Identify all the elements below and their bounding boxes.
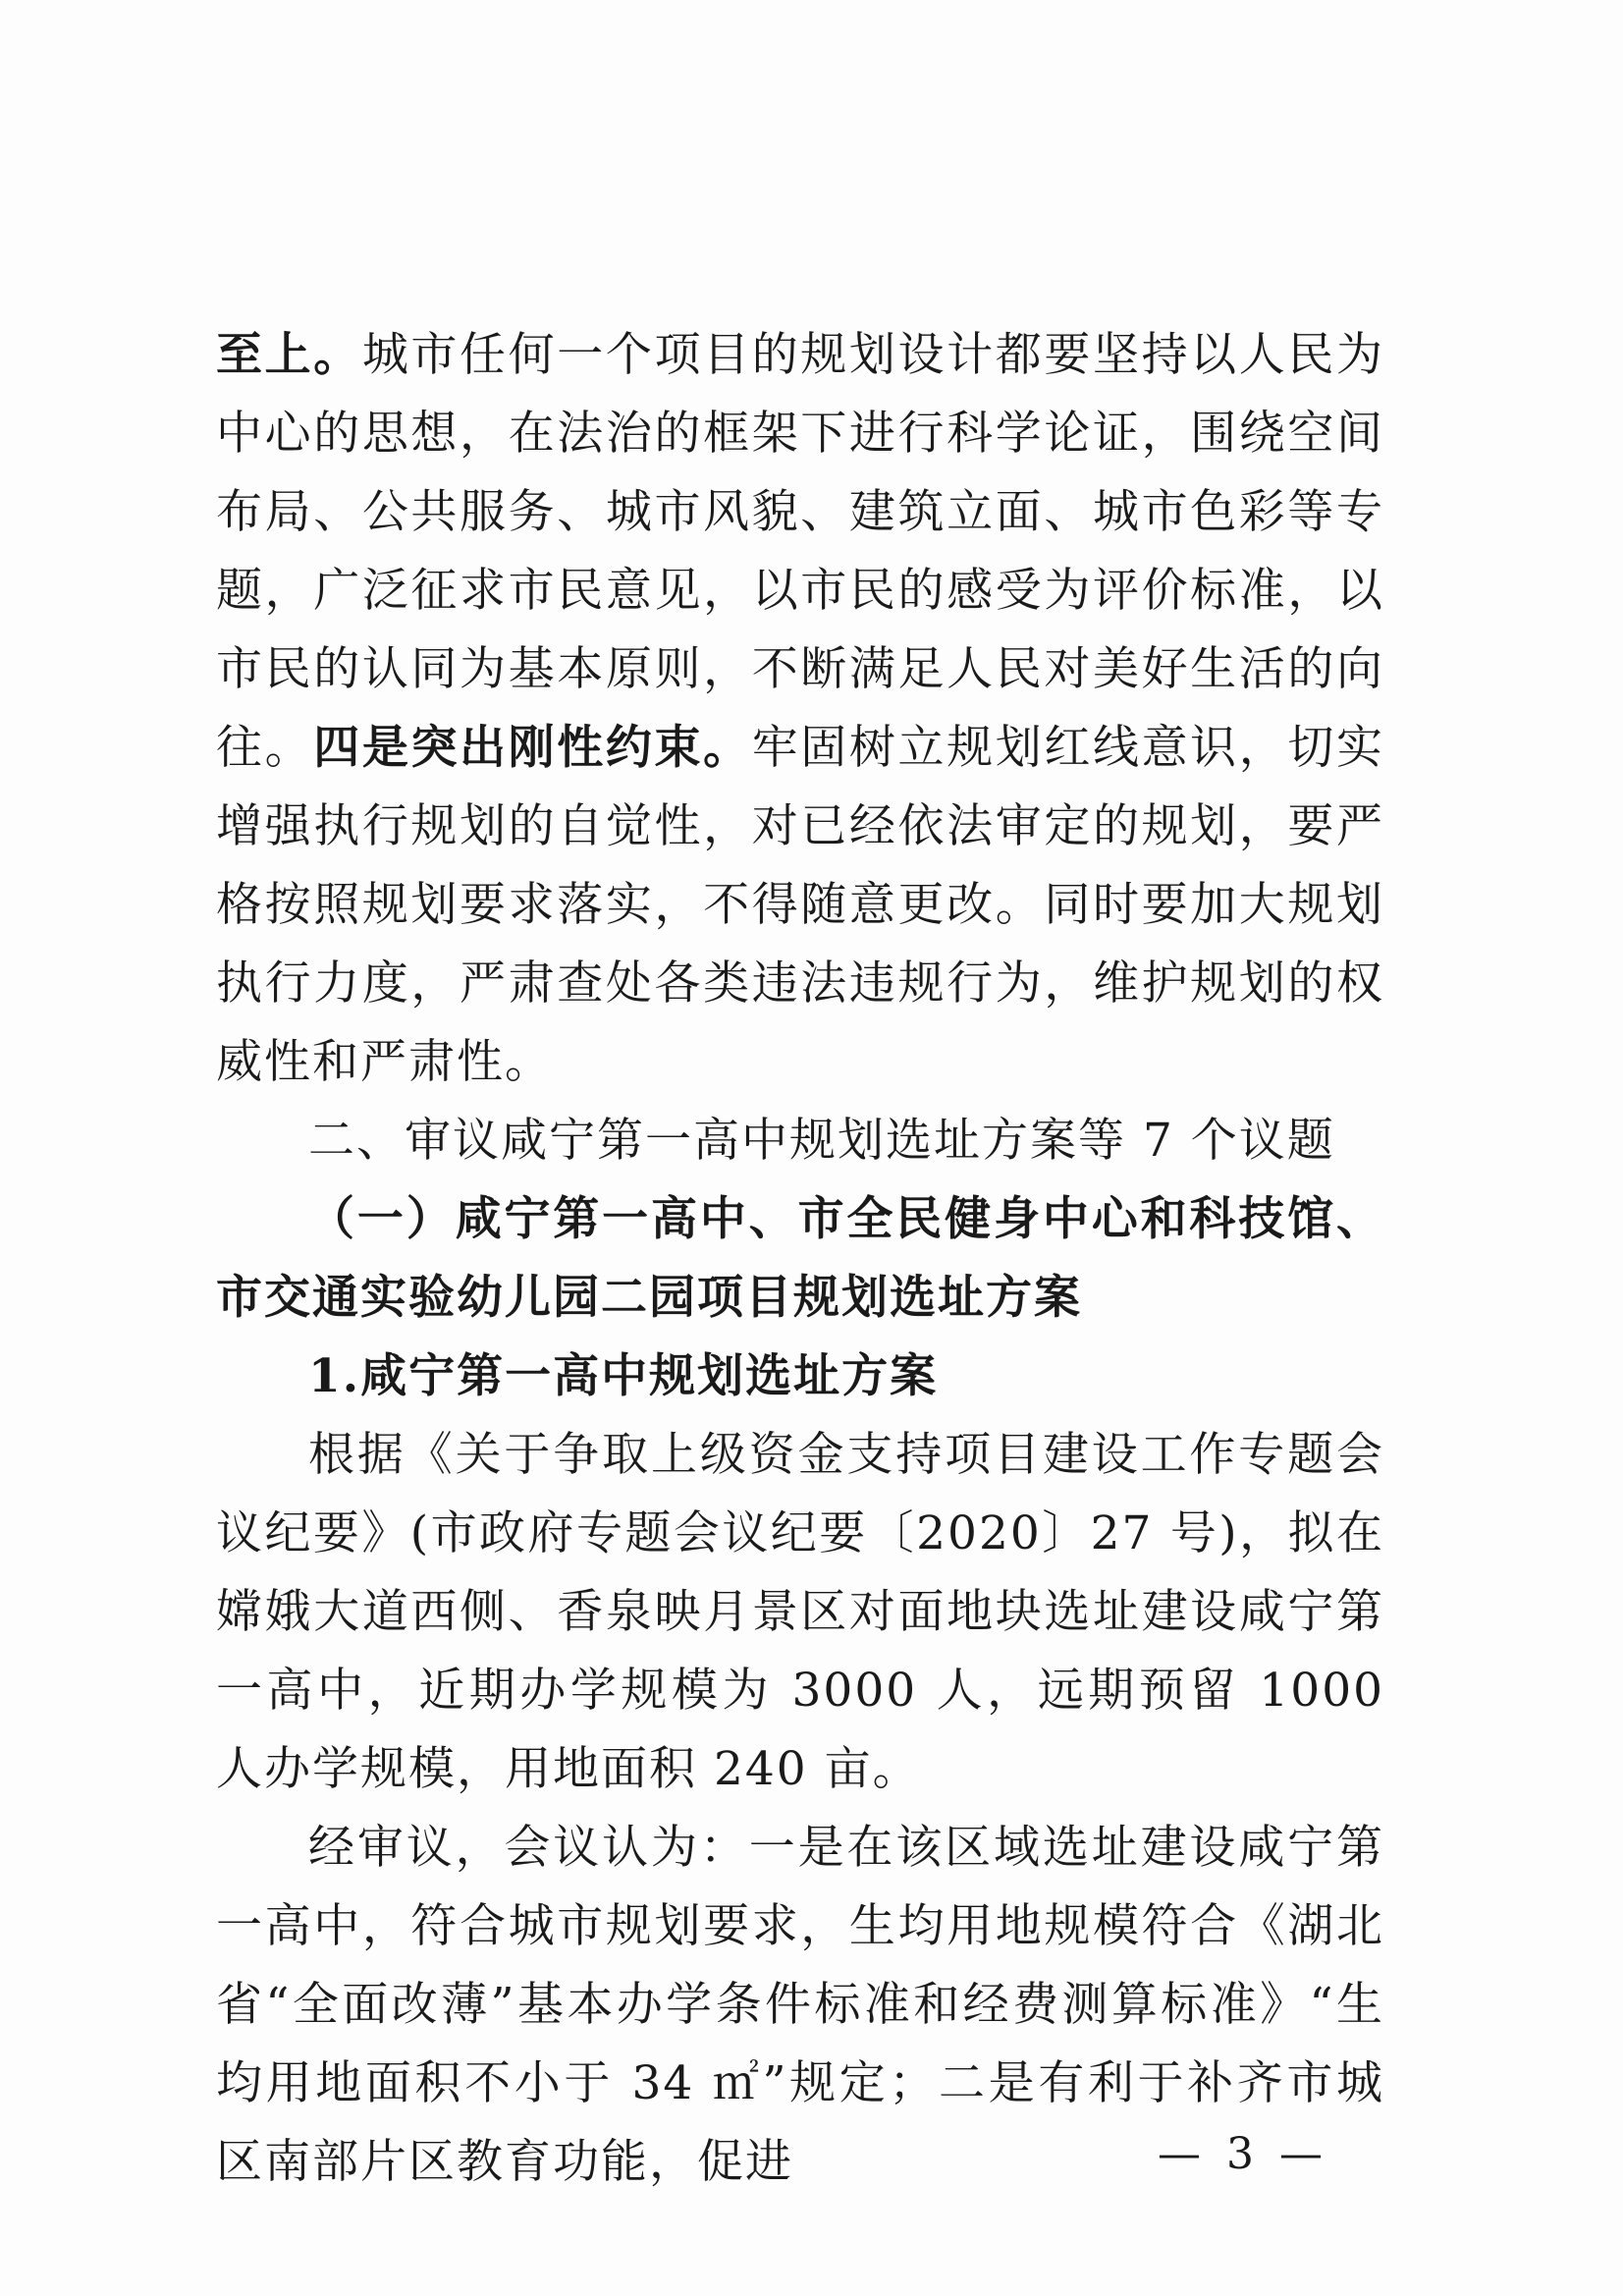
bold-point-four: 四是突出刚性约束。 (313, 721, 752, 775)
item-heading: 1.咸宁第一高中规划选址方案 (308, 1349, 939, 1403)
paragraph-text: 城市任何一个项目的规划设计都要坚持以人民为中心的思想，在法治的框架下进行科学论证，围绕空间布局、公共服务、城市风貌、建筑立面、城市色彩等专题，广泛征求市民意见，以市民的感受为评价标准，以市民的认同为基本原则，不断满足人民对美好生活的向往。 (216, 328, 1385, 775)
bold-lead-text: 至上。 (216, 328, 362, 382)
subsection-heading: （一）咸宁第一高中、市全民健身中心和科技馆、市交通实验幼儿园二园项目规划选址方案 (216, 1192, 1384, 1325)
paragraph-continued (216, 316, 1384, 1102)
paragraph-text: 牢固树立规划红线意识，切实增强执行规划的自觉性，对已经依法审定的规划，要严格按照规划要求落实，不得随意更改。同时要加大规划执行力度，严肃查处各类违法违规行为，维护规划的权威性和严肃性。 (216, 721, 1385, 1089)
paragraph-background: 根据《关于争取上级资金支持项目建设工作专题会议纪要》(市政府专题会议纪要〔2020〕27 号)，拟在嫦娥大道西侧、香泉映月景区对面地块选址建设咸宁第一高中，近期办学规模为 3000 人，远期预留 1000 人办学规模，用地面积 240 亩。 (216, 1428, 1384, 1796)
section-heading: 二、审议咸宁第一高中规划选址方案等 7 个议题 (308, 1114, 1335, 1168)
document-body (216, 316, 1384, 2202)
paragraph-review: 经审议，会议认为：一是在该区域选址建设咸宁第一高中，符合城市规划要求，生均用地规模符合《湖北省“全面改薄”基本办学条件标准和经费测算标准》“生均用地面积不小于 34 ㎡”规定；二是有利于补齐市城区南部片区教育功能，促进 (216, 1821, 1384, 2189)
page-number: — 3 — (1158, 2129, 1328, 2179)
